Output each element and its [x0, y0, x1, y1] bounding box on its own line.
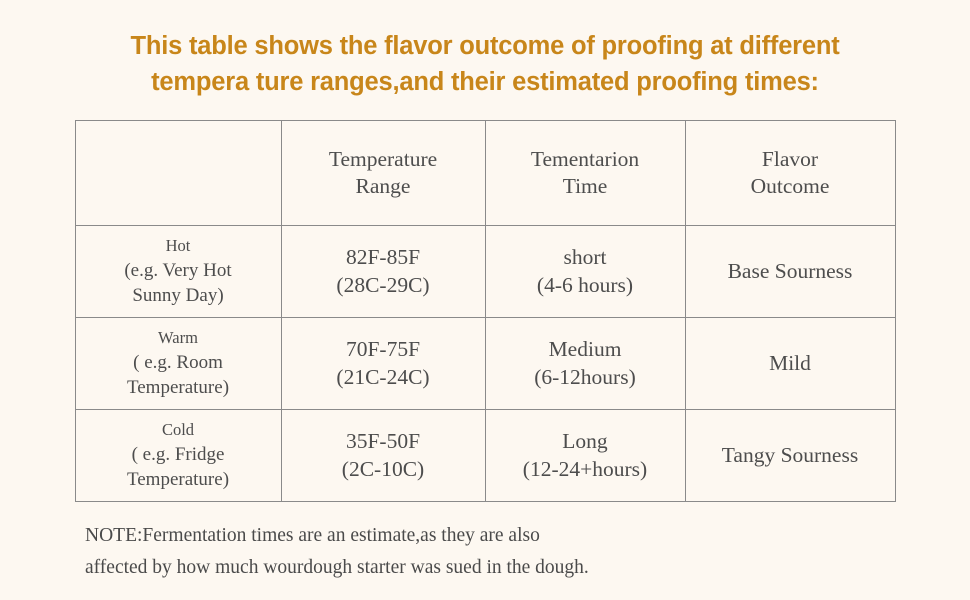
- row-category-cold: [75, 410, 281, 502]
- page-title-line-1: This table shows the flavor outcome of proofing at different: [130, 32, 840, 60]
- cell-temperature-hot-celsius: (28C-29C): [336, 272, 430, 297]
- column-header-flavor-outcome-line-1: Flavor: [761, 146, 819, 171]
- row-category-hot-title: Hot: [165, 236, 191, 256]
- footnote-line-1: NOTE:Fermentation times are an estimate,as they are also: [85, 525, 540, 547]
- column-header-flavor-outcome: [685, 121, 895, 226]
- cell-time-cold-label: Long: [562, 429, 608, 454]
- cell-temperature-hot-fahrenheit: 82F-85F: [345, 245, 421, 270]
- row-category-warm-line-3: Temperature): [126, 377, 230, 399]
- column-header-fermentation-time-line-1: Tementarion: [530, 146, 640, 171]
- table-header-row: [75, 121, 895, 226]
- table-body: [75, 226, 895, 502]
- row-category-hot-line-3: Sunny Day): [132, 285, 224, 307]
- cell-temperature-cold-fahrenheit: 35F-50F: [345, 429, 421, 454]
- cell-temperature-warm-celsius: (21C-24C): [336, 364, 430, 389]
- cell-time-cold: [485, 410, 685, 502]
- cell-time-warm: [485, 318, 685, 410]
- column-header-flavor-outcome-line-2: Outcome: [750, 174, 830, 199]
- cell-time-hot: [485, 226, 685, 318]
- table-corner-cell: [75, 121, 281, 226]
- cell-temperature-warm: [281, 318, 485, 410]
- footnote-line-2: affected by how much wourdough starter was sued in the dough.: [85, 556, 589, 578]
- row-category-cold-title: Cold: [161, 420, 195, 440]
- cell-temperature-cold-celsius: (2C-10C): [341, 456, 425, 481]
- row-category-cold-line-2: ( e.g. Fridge: [131, 444, 225, 466]
- column-header-temperature-range-line-1: Temperature: [328, 146, 438, 171]
- cell-time-warm-label: Medium: [548, 337, 622, 362]
- column-header-fermentation-time: [485, 121, 685, 226]
- cell-temperature-warm-fahrenheit: 70F-75F: [345, 337, 421, 362]
- page-title-line-2: tempera ture ranges,and their estimated proofing times:: [151, 68, 819, 97]
- cell-time-warm-range: (6-12hours): [534, 364, 636, 389]
- row-category-hot: [75, 226, 281, 318]
- cell-time-hot-range: (4-6 hours): [536, 272, 634, 297]
- footnote: [75, 520, 895, 583]
- cell-temperature-cold: [281, 410, 485, 502]
- row-category-warm-line-2: ( e.g. Room: [133, 352, 223, 374]
- row-category-cold-line-3: Temperature): [126, 469, 230, 491]
- proofing-table: [75, 120, 896, 502]
- cell-flavor-cold: Tangy Sourness: [685, 410, 895, 502]
- row-category-warm: [75, 318, 281, 410]
- column-header-temperature-range-line-2: Range: [355, 174, 411, 199]
- table-row: [75, 318, 895, 410]
- table-header: [75, 121, 895, 226]
- row-category-warm-title: Warm: [158, 328, 198, 348]
- cell-temperature-hot: [281, 226, 485, 318]
- table-row: [75, 226, 895, 318]
- page-title: [62, 28, 908, 100]
- table-row: [75, 410, 895, 502]
- cell-flavor-hot: Base Sourness: [685, 226, 895, 318]
- column-header-temperature-range: [281, 121, 485, 226]
- cell-flavor-warm: Mild: [685, 318, 895, 410]
- cell-time-cold-range: (12-24+hours): [522, 456, 648, 481]
- row-category-hot-line-2: (e.g. Very Hot: [124, 260, 232, 282]
- cell-time-hot-label: short: [563, 245, 607, 270]
- column-header-fermentation-time-line-2: Time: [562, 174, 608, 199]
